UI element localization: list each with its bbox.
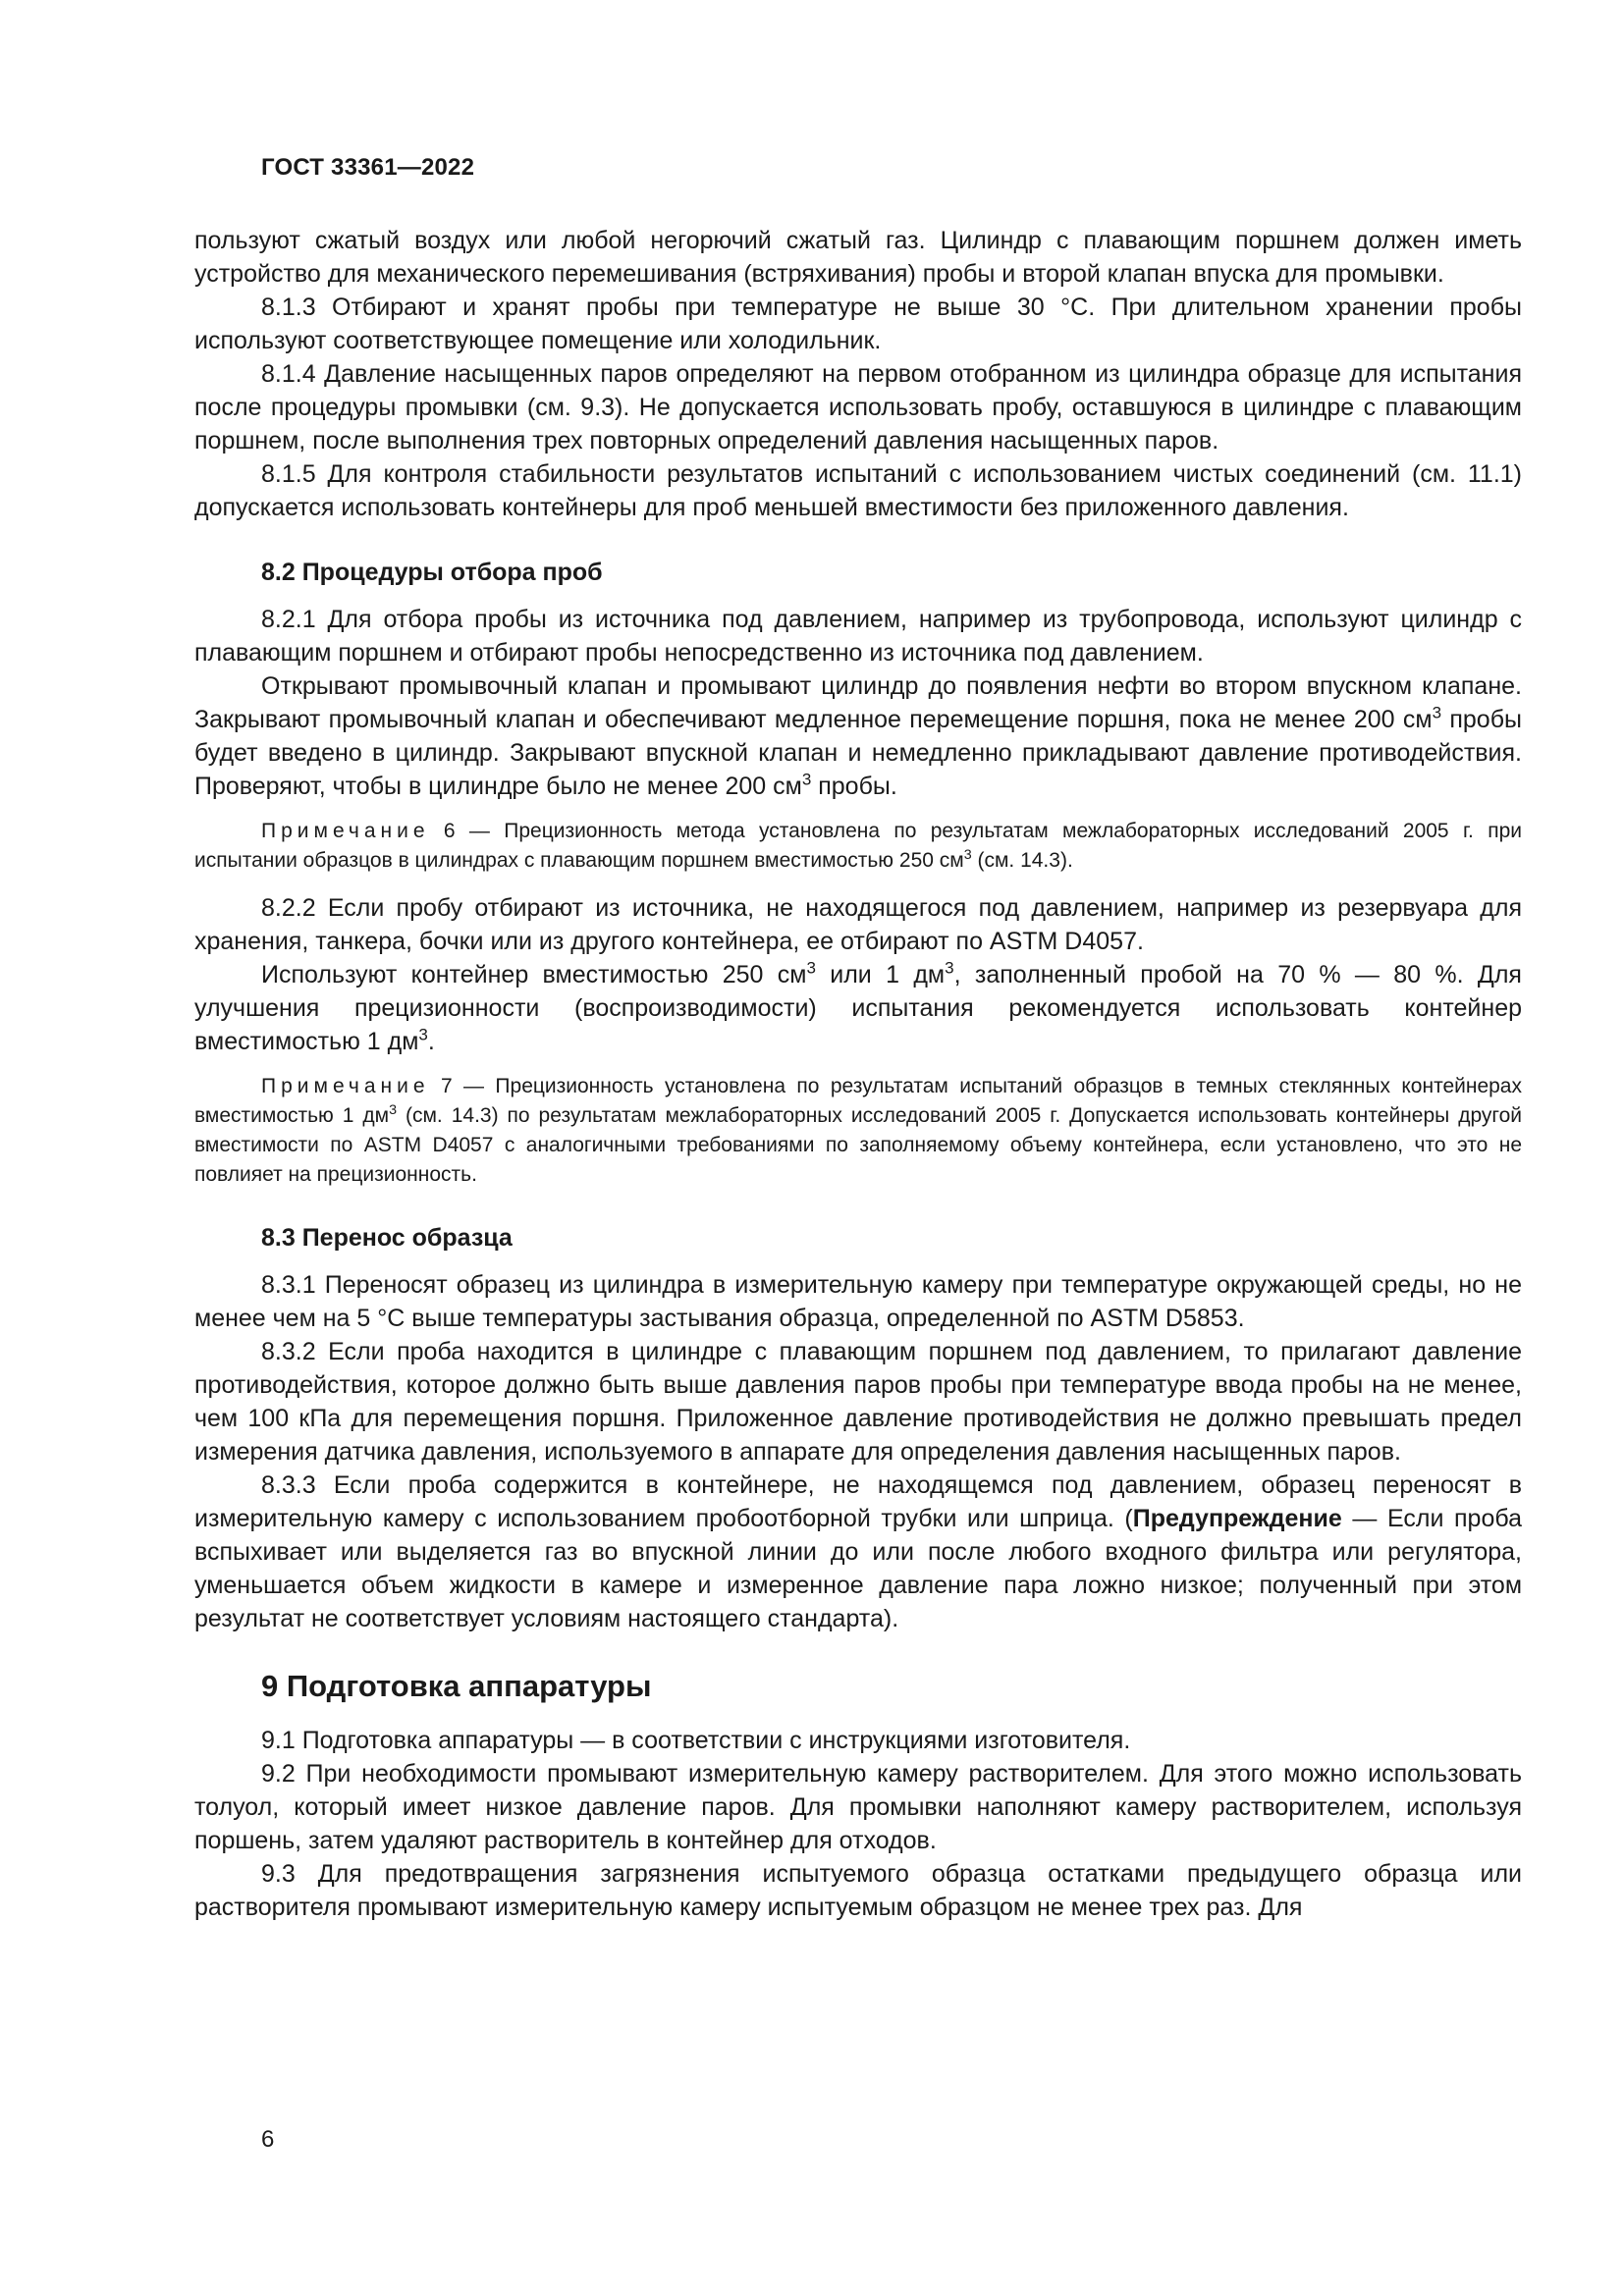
paragraph-8-1-2-continuation: пользуют сжатый воздух или любой негорючий сжатый газ. Цилиндр с плавающим поршнем должен иметь устройство для механического перемешивания (встряхивания) пробы и второй клапан впуска для промывки. [194,227,1522,288]
section-heading-8-2: 8.2 Процедуры отбора проб [261,559,603,586]
paragraph-8-3-3: 8.3.3 Если проба содержится в контейнере, не находящемся под давлением, образец переносят в измерительную камеру с использованием пробоотборной трубки или шприца. (Предупреждение — Если проба вспыхивает или выделяется газ во впускной линии до или после любого входного фильтра или регулятора, уменьшается объем жидкости в камере и измеренное давление пара ложно низкое; полученный при этом результат не соответствует условиям настоящего стандарта). [194,1471,1522,1632]
paragraph-9-1: 9.1 Подготовка аппаратуры — в соответствии с инструкциями изготовителя. [261,1727,1131,1754]
paragraph-8-1-5: 8.1.5 Для контроля стабильности результатов испытаний с использованием чистых соединений (см. 11.1) допускается использовать контейнеры для проб меньшей вместимости без приложенного давления. [194,460,1522,521]
paragraph-8-2-1: 8.2.1 Для отбора пробы из источника под давлением, например из трубопровода, используют цилиндр с плавающим поршнем и отбирают пробы непосредственно из источника под давлением. [194,606,1522,667]
document-page [194,0,1522,2296]
note-label: Примечание [261,820,430,842]
paragraph-9-2: 9.2 При необходимости промывают измерительную камеру растворителем. Для этого можно использовать толуол, который имеет низкое давление паров. Для промывки наполняют камеру растворителем, используя поршень, затем удаляют растворитель в контейнер для отходов. [194,1760,1522,1854]
paragraph-8-1-4: 8.1.4 Давление насыщенных паров определяют на первом отобранном из цилиндра образце для испытания после процедуры промывки (см. 9.3). Не допускается использовать пробу, оставшуюся в цилиндре с плавающим поршнем, после выполнения трех повторных определений давления насыщенных паров. [194,360,1522,454]
paragraph-8-3-2: 8.3.2 Если проба находится в цилиндре с плавающим поршнем под давлением, то прилагают давление противодействия, которое должно быть выше давления паров пробы при температуре ввода пробы на не менее, чем 100 кПа для перемещения поршня. Приложенное давление противодействия не должно превышать предел измерения датчика давления, используемого в аппарате для определения давления насыщенных паров. [194,1338,1522,1466]
warning-label: Предупреждение [1132,1505,1342,1532]
note-label: Примечание [261,1075,430,1097]
paragraph-8-2-1-procedure: Открывают промывочный клапан и промывают цилиндр до появления нефти во втором впускном клапане. Закрывают промывочный клапан и обеспечивают медленное перемещение поршня, пока не менее 200 $см^3$ пробы будет введено в цилиндр. Закрывают впускной клапан и немедленно прикладывают давление противодействия. Проверяют, чтобы в цилиндре было не менее 200 $см^3$ пробы. [194,672,1522,800]
note-7: Примечание 7 — Прецизионность установлена по результатам испытаний образцов в темных стеклянных контейнерах вместимостью 1 $дм^3$ (см. 14.3) по результатам межлабораторных исследований 2005 г. Допускается использовать контейнеры другой вместимости по ASTM D4057 с аналогичными требованиями по заполняемому объему контейнера, если установлено, что это не повлияет на прецизионность. [194,1075,1522,1186]
section-heading-8-3: 8.3 Перенос образца [261,1224,513,1252]
document-header-id: ГОСТ 33361—2022 [261,154,475,181]
paragraph-8-1-3: 8.1.3 Отбирают и хранят пробы при температуре не выше 30 °С. При длительном хранении пробы используют соответствующее помещение или холодильник. [194,294,1522,354]
section-heading-9: 9 Подготовка аппаратуры [261,1669,652,1703]
paragraph-9-3: 9.3 Для предотвращения загрязнения испытуемого образца остатками предыдущего образца или растворителя промывают измерительную камеру испытуемым образцом не менее трех раз. Для [194,1860,1522,1921]
paragraph-8-3-1: 8.3.1 Переносят образец из цилиндра в измерительную камеру при температуре окружающей среды, но не менее чем на 5 °С выше температуры застывания образца, определенной по ASTM D5853. [194,1271,1522,1332]
paragraph-8-2-2: 8.2.2 Если пробу отбирают из источника, не находящегося под давлением, например из резервуара для хранения, танкера, бочки или из другого контейнера, ее отбирают по ASTM D4057. [194,894,1522,955]
note-6: Примечание 6 — Прецизионность метода установлена по результатам межлабораторных исследований 2005 г. при испытании образцов в цилиндрах с плавающим поршнем вместимостью 250 $см^3$ (см. 14.3). [194,820,1522,872]
paragraph-8-2-2-container: Используют контейнер вместимостью 250 $см^3$ или 1 $дм^3$, заполненный пробой на 70 % — 80 %. Для улучшения прецизионности (воспроизводимости) испытания рекомендуется использовать контейнер вместимостью 1 $дм^3$. [194,958,1522,1055]
document-body [194,224,1522,1924]
page-number: 6 [261,2126,275,2153]
